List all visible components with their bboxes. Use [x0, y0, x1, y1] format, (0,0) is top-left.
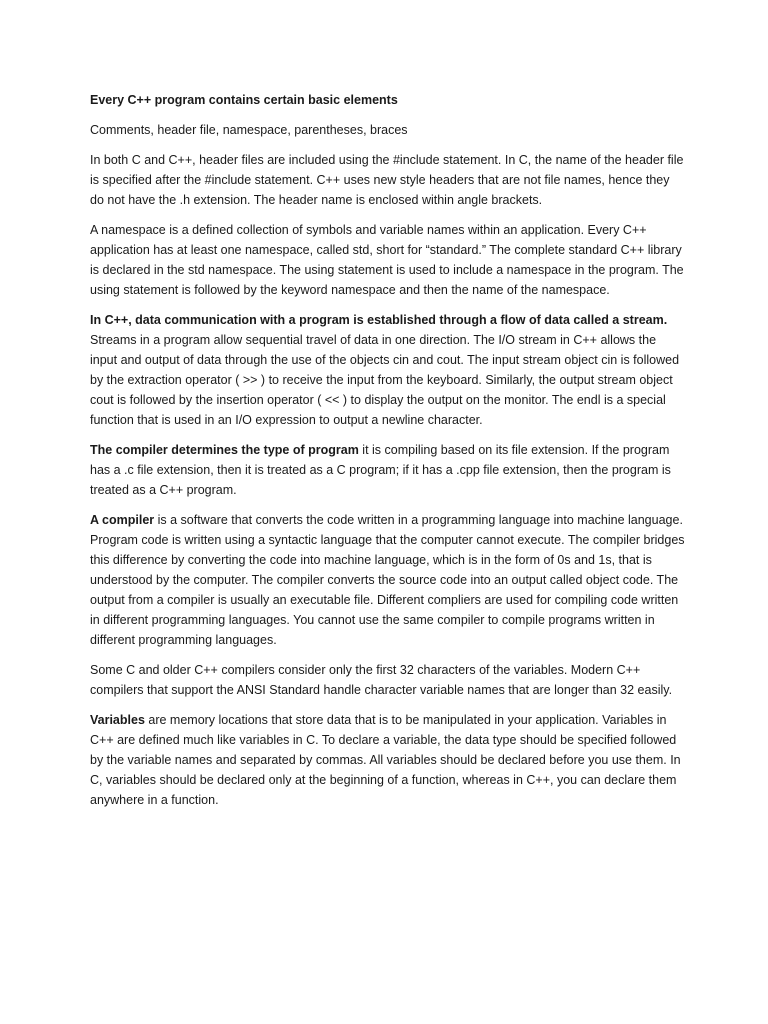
header-files-paragraph: In both C and C++, header files are included using the #include statement. In C, the name of the header file is specified after the #include statement. C++ uses new style headers that are not file names, hence they do not have the .h extension. The header name is enclosed within angle brackets.: [90, 153, 684, 207]
variables-text: are memory locations that store data that is to be manipulated in your application. Variables in C++ are defined much like variables in C. To declare a variable, the data type should be specified followed by the variable names and separated by commas. All variables should be declared before you use them. In C, variables should be declared only at the beginning of a function, whereas in C++, you can declare them anywhere in a function.: [90, 713, 681, 807]
compiler-type-paragraph: [90, 440, 686, 500]
compiler-type-text: it is compiling based on its file extension. If the program has a .c file extension, then it is treated as a C program; if it has a .cpp file extension, then the program is treated as a C++ program.: [90, 443, 671, 497]
stream-lead: In C++, data communication with a program is established through a flow of data called a stream.: [90, 313, 668, 327]
character-limit-paragraph: Some C and older C++ compilers consider only the first 32 characters of the variables. Modern C++ compilers that support the ANSI Standard handle character variable names that are longer than 32 easily.: [90, 663, 673, 697]
compiler-paragraph: [90, 510, 686, 650]
stream-text: Streams in a program allow sequential travel of data in one direction. The I/O stream in C++ allows the input and output of data through the use of the objects cin and cout. The input stream object cin is followed by the extraction operator ( >> ) to receive the input from the keyboard. Similarly, the output stream object cout is followed by the insertion operator ( << ) to display the output on the monitor. The endl is a special function that is used in an I/O expression to output a newline character.: [90, 333, 680, 427]
variables-lead: Variables: [90, 713, 145, 727]
compiler-lead: A compiler: [90, 513, 155, 527]
compiler-type-lead: The compiler determines the type of program: [90, 443, 359, 457]
variables-paragraph: [90, 710, 686, 810]
stream-paragraph: [90, 310, 686, 430]
document-page: [90, 90, 686, 820]
namespace-paragraph: A namespace is a defined collection of symbols and variable names within an application. Every C++ application has at least one namespace, called std, short for “standard.” The complete standard C++ library is declared in the std namespace. The using statement is used to include a namespace in the program. The using statement is followed by the keyword namespace and then the name of the namespace.: [90, 223, 684, 297]
document-title: Every C++ program contains certain basic elements: [90, 93, 398, 107]
compiler-text: is a software that converts the code written in a programming language into machine language. Program code is written using a syntactic language that the computer cannot execute. The compiler bridges this difference by converting the code into machine language, which is in the form of 0s and 1s, that is understood by the computer. The compiler converts the source code into an output called object code. The output from a compiler is usually an executable file. Different compliers are used for compiling code written in different programming languages. You cannot use the same compiler to compile programs written in different programming languages.: [90, 513, 685, 647]
elements-line: Comments, header file, namespace, parentheses, braces: [90, 123, 408, 137]
